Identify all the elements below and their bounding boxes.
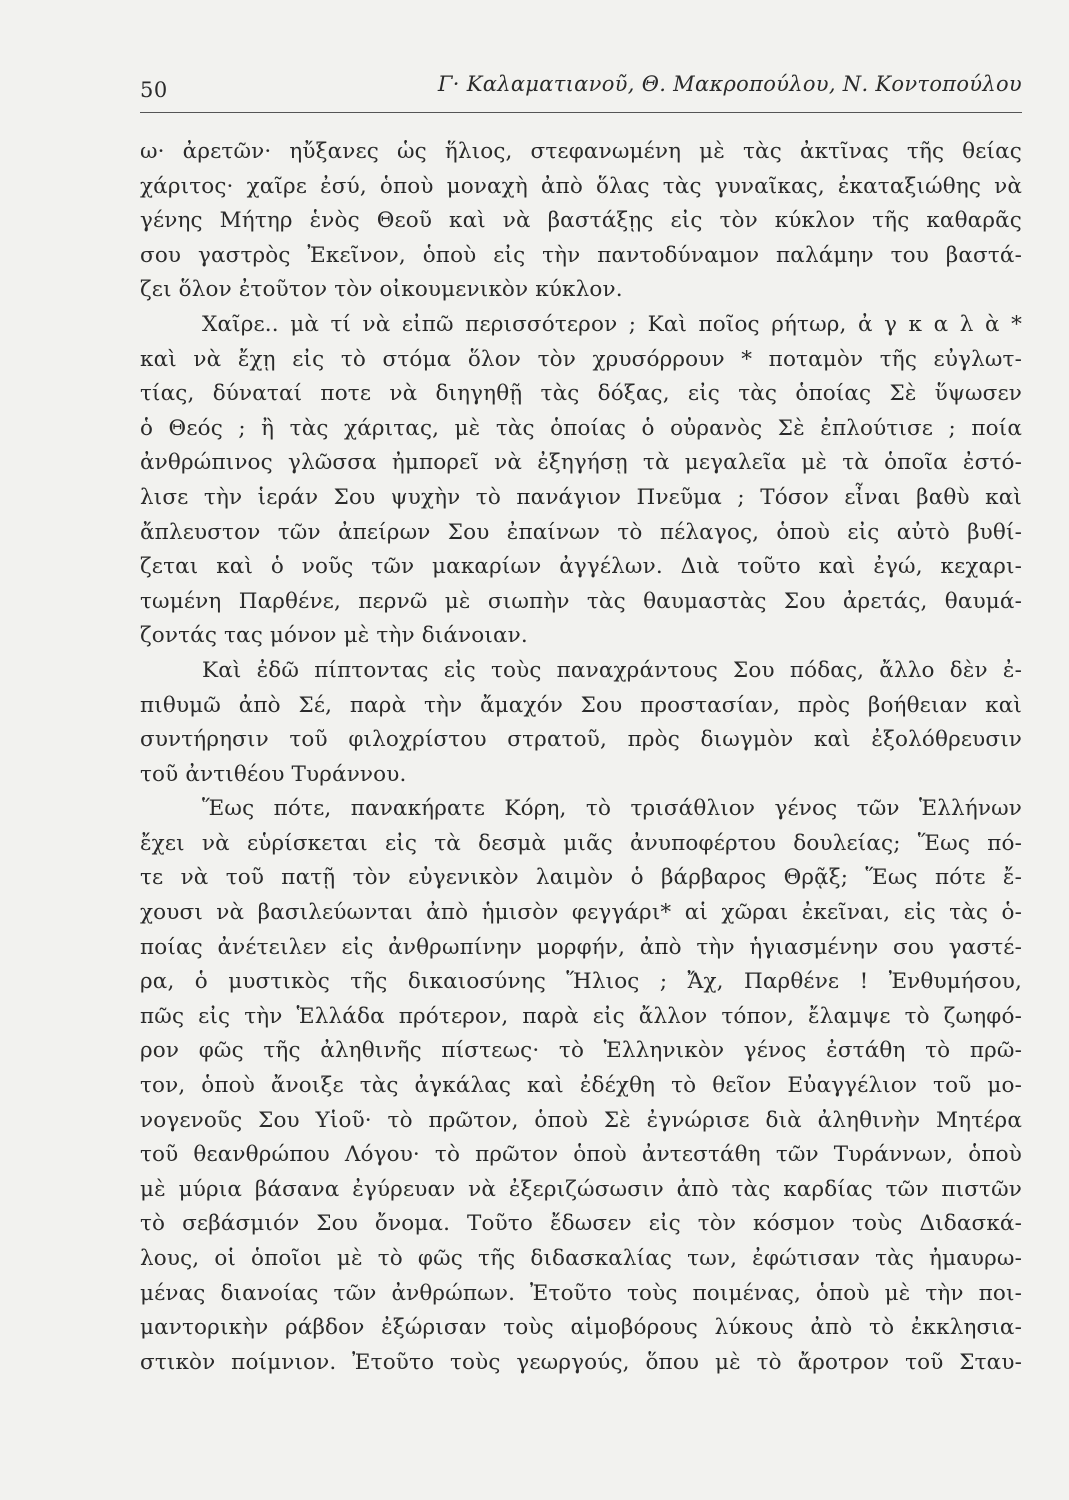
text-line: πῶς εἰς τὴν Ἑλλάδα πρότερον, παρὰ εἰς ἄλλον τόπον, ἔλαμψε τὸ ζωηφό- <box>140 1003 1022 1029</box>
body-text <box>140 135 1022 1380</box>
text-line: μένας διανοίας τῶν ἀνθρώπων. Ἐτοῦτο τοὺς ποιμένας, ὁποὺ μὲ τὴν ποι- <box>140 1280 1022 1306</box>
text-line: ἄπλευστον τῶν ἀπείρων Σου ἐπαίνων τὸ πέλαγος, ὁποὺ εἰς αὐτὸ βυθί- <box>140 519 1022 545</box>
text-line: λισε τὴν ἱεράν Σου ψυχὴν τὸ πανάγιον Πνεῦμα ; Τόσον εἶναι βαθὺ καὶ <box>140 484 1022 510</box>
text-line: λους, οἱ ὁποῖοι μὲ τὸ φῶς τῆς διδασκαλίας των, ἐφώτισαν τὰς ἠμαυρω- <box>140 1246 1022 1271</box>
text-line: συντήρησιν τοῦ φιλοχρίστου στρατοῦ, πρὸς διωγμὸν καὶ ἐξολόθρευσιν <box>140 727 1022 753</box>
text-line: ἀνθρώπινος γλῶσσα ἠμπορεῖ νὰ ἐξηγήσῃ τὰ μεγαλεῖα μὲ τὰ ὁποῖα ἐστό- <box>140 450 1022 476</box>
text-line: ζοντάς τας μόνον μὲ τὴν διάνοιαν. <box>140 623 528 649</box>
text-line: χάριτος· χαῖρε ἐσύ, ὁποὺ μοναχὴ ἀπὸ ὅλας τὰς γυναῖκας, ἐκαταξιώθης νὰ <box>140 173 1022 199</box>
text-line: τωμένη Παρθένε, περνῶ μὲ σιωπὴν τὰς θαυμαστὰς Σου ἀρετάς, θαυμά- <box>140 588 1022 614</box>
text-line: Καὶ ἐδῶ πίπτοντας εἰς τοὺς παναχράντους Σου πόδας, ἄλλο δὲν ἐ- <box>202 657 1022 683</box>
text-line: γένης Μήτηρ ἑνὸς Θεοῦ καὶ νὰ βαστάξῃς εἰς τὸν κύκλον τῆς καθαρᾶς <box>140 208 1022 234</box>
text-line: τοῦ ἀντιθέου Τυράννου. <box>140 761 407 787</box>
text-line: ὁ Θεός ; ἢ τὰς χάριτας, μὲ τὰς ὁποίας ὁ οὐρανὸς Σὲ ἐπλούτισε ; ποία <box>140 415 1022 441</box>
text-line: τοῦ θεανθρώπου Λόγου· τὸ πρῶτον ὁποὺ ἀντεστάθη τῶν Τυράννων, ὁποὺ <box>140 1142 1022 1168</box>
text-line: πιθυμῶ ἀπὸ Σέ, παρὰ τὴν ἄμαχόν Σου προστασίαν, πρὸς βοήθειαν καὶ <box>140 692 1022 718</box>
text-line: ζει ὅλον ἐτοῦτον τὸν οἰκουμενικὸν κύκλον. <box>140 277 623 303</box>
text-line: ρα, ὁ μυστικὸς τῆς δικαιοσύνης Ἥλιος ; Ἄχ, Παρθένε ! Ἐνθυμήσου, <box>140 969 1022 995</box>
text-line: καὶ νὰ ἔχῃ εἰς τὸ στόμα ὅλον τὸν χρυσόρρουν * ποταμὸν τῆς εὐγλωτ- <box>140 346 1022 372</box>
running-head: Γ· Καλαματιανοῦ, Θ. Μακροπούλου, Ν. Κοντοπούλου <box>437 72 1022 96</box>
text-line: μαντορικὴν ράβδον ἐξώρισαν τοὺς αἱμοβόρους λύκους ἀπὸ τὸ ἐκκλησια- <box>140 1315 1022 1341</box>
text-line: τον, ὁποὺ ἄνοιξε τὰς ἀγκάλας καὶ ἐδέχθη τὸ θεῖον Εὐαγγέλιον τοῦ μο- <box>140 1073 1022 1099</box>
text-line: Ἕως πότε, πανακήρατε Κόρη, τὸ τρισάθλιον γένος τῶν Ἑλλήνων <box>202 796 1022 822</box>
text-line: μὲ μύρια βάσανα ἐγύρευαν νὰ ἐξεριζώσωσιν ἀπὸ τὰς καρδίας τῶν πιστῶν <box>140 1176 1022 1202</box>
text-line: ἔχει νὰ εὑρίσκεται εἰς τὰ δεσμὰ μιᾶς ἀνυποφέρτου δουλείας; Ἕως πό- <box>140 830 1022 856</box>
text-line: ποίας ἀνέτειλεν εἰς ἀνθρωπίνην μορφήν, ἀπὸ τὴν ἡγιασμένην σου γαστέ- <box>140 934 1022 960</box>
page-number: 50 <box>140 78 168 102</box>
text-line: ω· ἀρετῶν· ηὔξανες ὡς ἥλιος, στεφανωμένη μὲ τὰς ἀκτῖνας τῆς θείας <box>140 139 1022 164</box>
text-line: σου γαστρὸς Ἐκεῖνον, ὁποὺ εἰς τὴν παντοδύναμον παλάμην του βαστά- <box>140 242 1022 268</box>
text-line: στικὸν ποίμνιον. Ἐτοῦτο τοὺς γεωργούς, ὅπου μὲ τὸ ἄροτρον τοῦ Σταυ- <box>140 1349 1022 1375</box>
header-rule <box>140 112 1022 113</box>
text-line: ρον φῶς τῆς ἀληθινῆς πίστεως· τὸ Ἑλληνικὸν γένος ἐστάθη τὸ πρῶ- <box>140 1038 1022 1064</box>
text-line: ζεται καὶ ὁ νοῦς τῶν μακαρίων ἀγγέλων. Διὰ τοῦτο καὶ ἐγώ, κεχαρι- <box>140 554 1022 580</box>
text-line: χουσι νὰ βασιλεύωνται ἀπὸ ἡμισὸν φεγγάρι* αἱ χῶραι ἐκεῖναι, εἰς τὰς ὁ- <box>140 900 1022 926</box>
page-header <box>140 70 1022 110</box>
text-line: τίας, δύναταί ποτε νὰ διηγηθῇ τὰς δόξας, εἰς τὰς ὁποίας Σὲ ὕψωσεν <box>140 381 1022 407</box>
text-line: τε νὰ τοῦ πατῇ τὸν εὐγενικὸν λαιμὸν ὁ βάρβαρος Θρᾷξ; Ἕως πότε ἔ- <box>140 865 1022 891</box>
text-line: τὸ σεβάσμιόν Σου ὄνομα. Τοῦτο ἔδωσεν εἰς τὸν κόσμον τοὺς Διδασκά- <box>140 1211 1022 1237</box>
text-line: Χαῖρε.. μὰ τί νὰ εἰπῶ περισσότερον ; Καὶ ποῖος ρήτωρ, ἀ γ κ α λ ὰ * <box>202 311 1022 337</box>
text-line: νογενοῦς Σου Υἱοῦ· τὸ πρῶτον, ὁποὺ Σὲ ἐγνώρισε διὰ ἀληθινὴν Μητέρα <box>140 1107 1022 1133</box>
